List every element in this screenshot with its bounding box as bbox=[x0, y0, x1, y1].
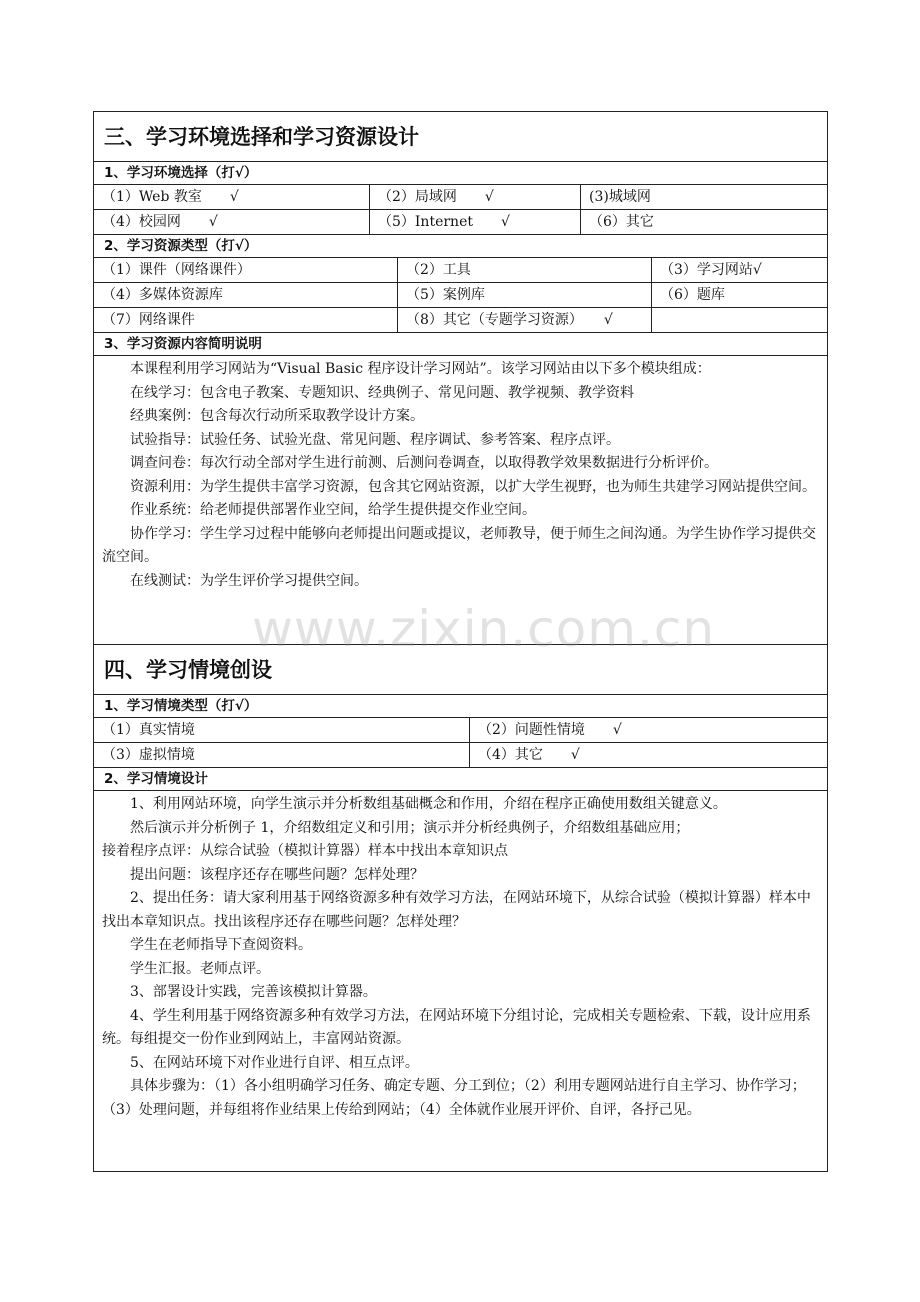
desc-paragraph: 资源利用：为学生提供丰富学习资源，包含其它网站资源，以扩大学生视野，也为师生共建学习网站提供空间。 bbox=[130, 478, 816, 495]
res-heading: 2、学习资源类型（打√） bbox=[94, 235, 827, 258]
res-option: （6）题库 bbox=[660, 287, 725, 303]
design-paragraph: 具体步骤为：（1）各小组明确学习任务、确定专题、分工到位；（2）利用专题网站进行自主学习、协作学习；（3）处理问题，并每组将作业结果上传给到网站；（4）全体就作业展开评价、自评，各抒己见。 bbox=[102, 1078, 806, 1118]
desc-paragraph: 协作学习：学生学习过程中能够向老师提出问题或提议，老师教导，便于师生之间沟通。为学生协作学习提供交流空间。 bbox=[102, 525, 816, 565]
res-option bbox=[652, 308, 827, 332]
desc-paragraph: 本课程利用学习网站为“Visual Basic 程序设计学习网站”。该学习网站由以下多个模块组成： bbox=[130, 361, 711, 377]
res-option: （5）案例库 bbox=[398, 283, 652, 307]
type-row-1 bbox=[94, 718, 827, 743]
res-row-2 bbox=[94, 283, 827, 308]
res-option: （3）学习网站√ bbox=[660, 262, 762, 278]
res-row-3 bbox=[94, 308, 827, 333]
design-paragraph: 2、提出任务：请大家利用基于网络资源多种有效学习方法，在网站环境下，从综合试验（模拟计算器）样本中找出本章知识点。找出该程序还存在哪些问题？怎样处理？ bbox=[102, 890, 811, 930]
desc-heading: 3、学习资源内容简明说明 bbox=[94, 333, 827, 356]
scenario-design bbox=[94, 791, 827, 1171]
desc-paragraph: 经典案例：包含每次行动所采取教学设计方案。 bbox=[130, 408, 424, 424]
resource-description bbox=[94, 356, 827, 645]
env-option: （6）其它 bbox=[589, 214, 654, 230]
type-option: （2）问题性情境 √ bbox=[478, 722, 622, 738]
desc-paragraph: 作业系统：给老师提供部署作业空间，给学生提供提交作业空间。 bbox=[130, 502, 536, 518]
design-heading: 2、学习情境设计 bbox=[94, 768, 827, 791]
design-paragraph: 接着程序点评：从综合试验（模拟计算器）样本中找出本章知识点 bbox=[102, 843, 508, 859]
desc-paragraph: 试验指导：试验任务、试验光盘、常见问题、程序调试、参考答案、程序点评。 bbox=[130, 431, 620, 448]
env-option: （4）校园网 √ bbox=[94, 210, 370, 234]
env-option: （2）局域网 √ bbox=[370, 185, 581, 209]
section-3-title: 三、学习环境选择和学习资源设计 bbox=[94, 112, 827, 162]
type-heading: 1、学习情境类型（打√） bbox=[94, 695, 827, 718]
section-4-title: 四、学习情境创设 bbox=[94, 645, 827, 695]
document-table bbox=[93, 111, 828, 1172]
design-paragraph: 然后演示并分析例子 1，介绍数组定义和引用；演示并分析经典例子，介绍数组基础应用； bbox=[130, 819, 690, 836]
desc-paragraph: 在线学习：包含电子教案、专题知识、经典例子、常见问题、教学视频、教学资料 bbox=[130, 384, 634, 401]
design-paragraph: 1、利用网站环境，向学生演示并分析数组基础概念和作用，介绍在程序正确使用数组关键意义。 bbox=[130, 796, 727, 812]
design-paragraph: 学生汇报。老师点评。 bbox=[130, 960, 270, 977]
res-option: （1）课件（网络课件） bbox=[94, 258, 398, 282]
design-paragraph: 学生在老师指导下查阅资料。 bbox=[130, 937, 312, 953]
env-row-2 bbox=[94, 210, 827, 235]
env-row-1 bbox=[94, 185, 827, 210]
type-option: （1）真实情境 bbox=[94, 718, 470, 742]
env-option: (3)城域网 bbox=[589, 189, 651, 205]
res-row-1 bbox=[94, 258, 827, 283]
type-option: （3）虚拟情境 bbox=[94, 743, 470, 767]
watermark: www.zixin.com.cn bbox=[252, 600, 716, 658]
design-paragraph: 4、学生利用基于网络资源多种有效学习方法，在网站环境下分组讨论，完成相关专题检索、下载，设计应用系统。每组提交一份作业到网站上，丰富网站资源。 bbox=[102, 1007, 811, 1047]
design-paragraph: 3、部署设计实践，完善该模拟计算器。 bbox=[130, 984, 377, 1000]
env-option: （5）Internet √ bbox=[370, 210, 581, 234]
res-option: （4）多媒体资源库 bbox=[94, 283, 398, 307]
design-paragraph: 提出问题：该程序还存在哪些问题？怎样处理？ bbox=[130, 866, 424, 883]
res-option: （8）其它（专题学习资源） √ bbox=[398, 308, 652, 332]
env-heading: 1、学习环境选择（打√） bbox=[94, 162, 827, 185]
desc-paragraph: 调查问卷：每次行动全部对学生进行前测、后测问卷调查，以取得教学效果数据进行分析评价。 bbox=[130, 455, 718, 471]
env-option: （1）Web 教室 √ bbox=[94, 185, 370, 209]
design-paragraph: 5、在网站环境下对作业进行自评、相互点评。 bbox=[130, 1054, 419, 1071]
type-option: （4）其它 √ bbox=[478, 747, 580, 763]
type-row-2 bbox=[94, 743, 827, 768]
res-option: （2）工具 bbox=[398, 258, 652, 282]
res-option: （7）网络课件 bbox=[94, 308, 398, 332]
desc-paragraph: 在线测试：为学生评价学习提供空间。 bbox=[130, 572, 368, 589]
